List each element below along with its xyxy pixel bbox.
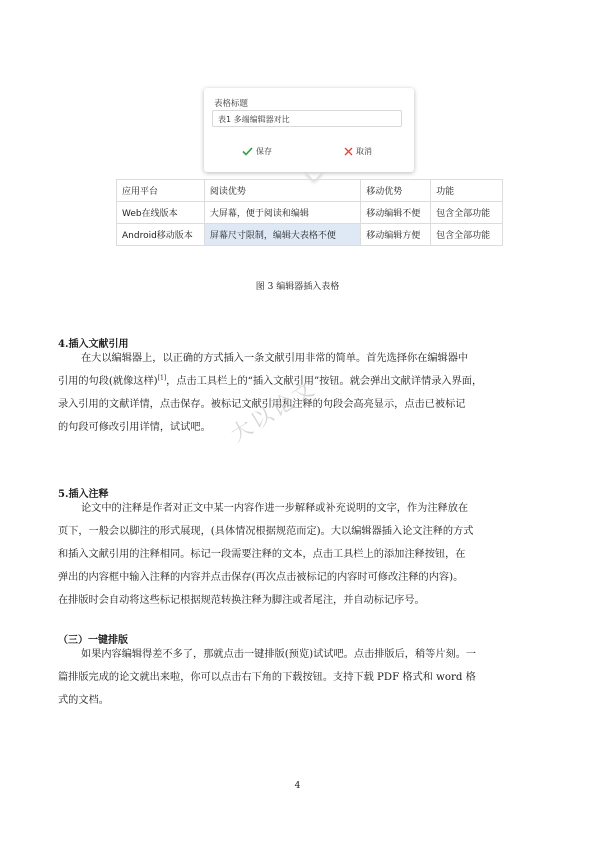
table-cell[interactable]: 包含全部功能 [431, 202, 503, 224]
paragraph [58, 643, 540, 712]
comparison-table [116, 179, 503, 246]
table-cell[interactable]: 功能 [431, 180, 503, 202]
close-icon [344, 147, 353, 156]
section-heading: （三）一键排版 [58, 635, 128, 646]
text-line: 弹出的内容框中输入注释的内容并点击保存(再次点击被标记的内容时可修改注释的内容)。 [58, 572, 464, 583]
text-line: 在排版时会自动将这些标记根据规范转换注释为脚注或者尾注，并自动标记序号。 [58, 595, 425, 606]
text-span: 引用的句段(就像这样) [58, 376, 158, 387]
table-cell[interactable]: Android移动版本 [117, 224, 205, 246]
paragraph [58, 497, 540, 612]
cancel-button[interactable] [344, 146, 372, 157]
text-line: 式的文档。 [58, 695, 109, 706]
text-line: 论文中的注释是作者对正文中某一内容作进一步解释或补充说明的文字，作为注释放在 [81, 503, 469, 514]
text-line: 页下，一般会以脚注的形式展现，(具体情况根据规范而定)。大以编辑器插入论文注释的方式 [58, 526, 474, 537]
table-cell[interactable]: 移动优势 [361, 180, 431, 202]
table-cell[interactable]: Web在线版本 [117, 202, 205, 224]
table-cell[interactable]: 阅读优势 [204, 180, 360, 202]
text-line: 如果内容编辑得差不多了，那就点击一键排版(预览)试试吧。点击排版后，稍等片刻。一 [81, 649, 477, 660]
section-heading: 4.插入文献引用 [58, 339, 129, 350]
table-cell[interactable]: 包含全部功能 [431, 224, 503, 246]
section-heading: 5.插入注释 [58, 489, 109, 500]
text-line: 的句段可修改引用详情，试试吧。 [58, 422, 211, 433]
text-span: ，点击工具栏上的“插入文献引用”按钮。就会弹出文献详情录入界面， [166, 376, 483, 387]
check-icon [242, 147, 253, 156]
dialog-title: 表格标题 [214, 99, 249, 109]
table-title-input[interactable]: 表1 多端编辑器对比 [212, 110, 402, 127]
selected-table-cell[interactable]: 屏幕尺寸限制，编辑大表格不便 [204, 224, 360, 246]
cancel-label: 取消 [356, 147, 372, 156]
table-cell[interactable]: 应用平台 [117, 180, 205, 202]
text-line: 和插入文献引用的注释相同。标记一段需要注释的文本，点击工具栏上的添加注释按钮，在 [58, 549, 466, 560]
page-number: 4 [294, 781, 301, 791]
table-cell[interactable]: 大屏幕，便于阅读和编辑 [204, 202, 360, 224]
table-row [117, 224, 503, 246]
table-row [117, 202, 503, 224]
text-line: 录入引用的文献详情，点击保存。被标记文献引用和注释的句段会高亮显示，点击已被标记 [58, 399, 466, 410]
table-cell[interactable]: 移动编辑不便 [361, 202, 431, 224]
table-row [117, 180, 503, 202]
figure-caption: 图 3 编辑器插入表格 [255, 282, 340, 292]
text-line: 篇排版完成的论文就出来啦，你可以点击右下角的下载按钮。支持下载 PDF 格式和 word 格 [58, 672, 476, 683]
text-line: 在大以编辑器上，以正确的方式插入一条文献引用非常的简单。首先选择你在编辑器中 [81, 353, 469, 364]
watermark: 大以论文 [226, 375, 321, 447]
citation-marker[interactable]: [1] [157, 374, 167, 382]
save-label: 保存 [256, 147, 272, 156]
table-cell[interactable]: 移动编辑方便 [361, 224, 431, 246]
table-title-dialog [204, 88, 414, 172]
save-button[interactable] [242, 146, 272, 157]
